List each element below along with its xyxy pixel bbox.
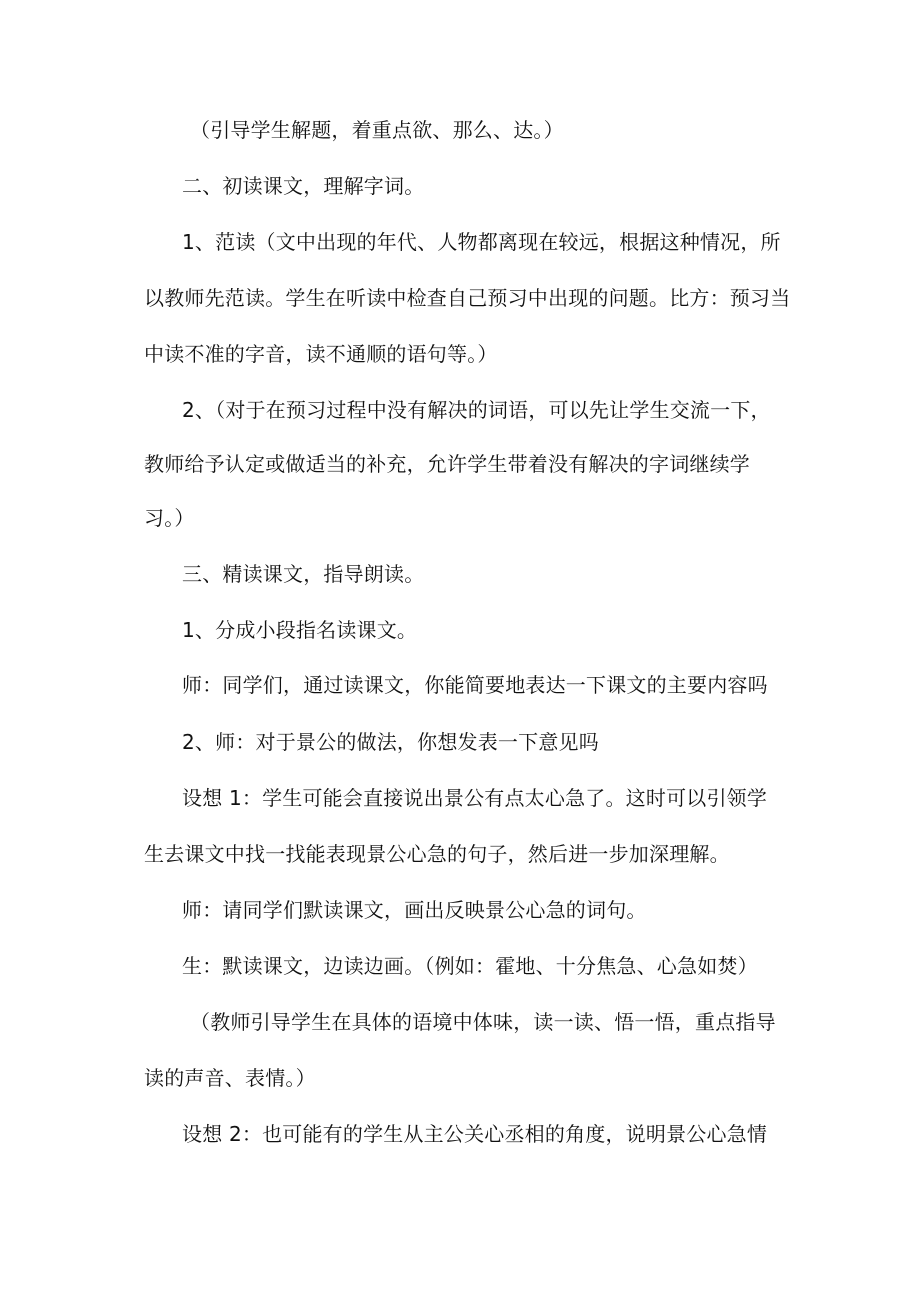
- text-line: （教师引导学生在具体的语境中体味，读一读、悟一悟，重点指导: [190, 1010, 776, 1034]
- text-line: 读的声音、表情。）: [144, 1066, 316, 1090]
- text-line: 2、师：对于景公的做法，你想发表一下意见吗: [182, 730, 599, 754]
- text-line: 习。）: [144, 506, 195, 530]
- text-line: 设想 2：也可能有的学生从主公关心丞相的角度，说明景公心急情: [182, 1122, 768, 1146]
- text-line: 生去课文中找一找能表现景公心急的句子，然后进一步加深理解。: [144, 842, 730, 866]
- text-line: 三、精读课文，指导朗读。: [182, 562, 425, 586]
- text-line: （引导学生解题，着重点欲、那么、达。）: [190, 118, 564, 142]
- text-line: 2、（对于在预习过程中没有解决的词语，可以先让学生交流一下，: [182, 398, 771, 422]
- text-line: 以教师先范读。学生在听读中检查自己预习中出现的问题。比方：预习当: [144, 286, 791, 310]
- text-line: 中读不准的字音，读不通顺的语句等。）: [144, 342, 498, 366]
- text-line: 设想 1：学生可能会直接说出景公有点太心急了。这时可以引领学: [182, 786, 768, 810]
- text-line: 师：同学们，通过读课文，你能简要地表达一下课文的主要内容吗: [182, 673, 768, 697]
- text-line: 教师给予认定或做适当的补充，允许学生带着没有解决的字词继续学: [144, 452, 750, 476]
- text-line: 1、分成小段指名读课文。: [182, 618, 418, 642]
- text-line: 二、初读课文，理解字词。: [182, 174, 425, 198]
- text-line: 师：请同学们默读课文，画出反映景公心急的词句。: [182, 898, 647, 922]
- text-line: 生：默读课文，边读边画。（例如：霍地、十分焦急、心急如焚）: [182, 954, 758, 978]
- text-line: 1、范读（文中出现的年代、人物都离现在较远，根据这种情况，所: [182, 230, 781, 254]
